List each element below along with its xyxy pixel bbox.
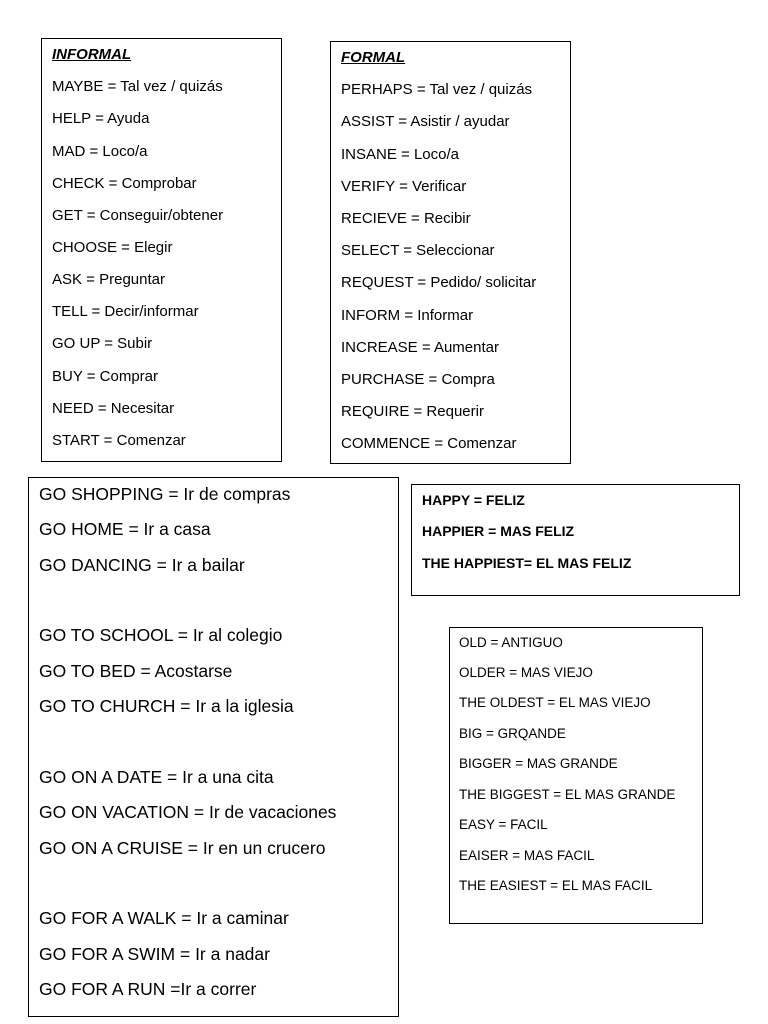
happy-item: HAPPY = FELIZ — [422, 492, 525, 508]
formal-item: ASSIST = Asistir / ayudar — [341, 113, 510, 130]
formal-item: PURCHASE = Compra — [341, 371, 495, 388]
informal-item: NEED = Necesitar — [52, 400, 175, 417]
go-phrase: GO FOR A SWIM = Ir a nadar — [39, 944, 270, 964]
informal-item: GO UP = Subir — [52, 335, 153, 352]
informal-item: BUY = Comprar — [52, 368, 159, 385]
informal-item: HELP = Ayuda — [52, 110, 150, 127]
informal-item: MAYBE = Tal vez / quizás — [52, 78, 223, 95]
formal-item: PERHAPS = Tal vez / quizás — [341, 81, 533, 98]
go-phrase: GO TO CHURCH = Ir a la iglesia — [39, 696, 294, 716]
informal-item: GET = Conseguir/obtener — [52, 207, 224, 224]
happy-item: HAPPIER = MAS FELIZ — [422, 523, 575, 539]
go-phrase: GO SHOPPING = Ir de compras — [39, 484, 291, 504]
comparative-item: EASY = FACIL — [459, 817, 548, 832]
comparatives-box — [449, 627, 703, 924]
informal-item: CHECK = Comprobar — [52, 175, 197, 192]
go-phrase: GO FOR A WALK = Ir a caminar — [39, 908, 289, 928]
comparative-item: EAISER = MAS FACIL — [459, 848, 595, 863]
formal-item: COMMENCE = Comenzar — [341, 435, 517, 452]
formal-item: INSANE = Loco/a — [341, 146, 459, 163]
comparative-item: BIGGER = MAS GRANDE — [459, 756, 618, 771]
informal-box — [41, 38, 282, 462]
go-phrase: GO FOR A RUN =Ir a correr — [39, 979, 257, 999]
formal-box — [330, 41, 571, 464]
informal-item: TELL = Decir/informar — [52, 303, 199, 320]
formal-item: SELECT = Seleccionar — [341, 242, 495, 259]
go-phrase: GO TO SCHOOL = Ir al colegio — [39, 625, 283, 645]
go-phrase: GO DANCING = Ir a bailar — [39, 555, 245, 575]
comparative-item: BIG = GRQANDE — [459, 726, 566, 741]
formal-item: REQUIRE = Requerir — [341, 403, 484, 420]
go-phrase: GO TO BED = Acostarse — [39, 661, 233, 681]
comparative-item: OLDER = MAS VIEJO — [459, 665, 593, 680]
informal-item: ASK = Preguntar — [52, 271, 165, 288]
formal-item: REQUEST = Pedido/ solicitar — [341, 274, 537, 291]
happy-box — [411, 484, 740, 596]
comparative-item: OLD = ANTIGUO — [459, 635, 563, 650]
comparative-item: THE EASIEST = EL MAS FACIL — [459, 878, 653, 893]
go-phrase: GO ON A DATE = Ir a una cita — [39, 767, 274, 787]
formal-item: VERIFY = Verificar — [341, 178, 467, 195]
informal-item: START = Comenzar — [52, 432, 186, 449]
formal-item: INFORM = Informar — [341, 307, 474, 324]
formal-item: INCREASE = Aumentar — [341, 339, 499, 356]
go-phrase: GO HOME = Ir a casa — [39, 519, 211, 539]
formal-heading: FORMAL — [341, 49, 406, 66]
comparative-item: THE OLDEST = EL MAS VIEJO — [459, 695, 651, 710]
informal-heading: INFORMAL — [52, 46, 132, 63]
formal-item: RECIEVE = Recibir — [341, 210, 471, 227]
go-phrase: GO ON VACATION = Ir de vacaciones — [39, 802, 337, 822]
comparative-item: THE BIGGEST = EL MAS GRANDE — [459, 787, 676, 802]
happy-item: THE HAPPIEST= EL MAS FELIZ — [422, 555, 632, 571]
go-phrase: GO ON A CRUISE = Ir en un crucero — [39, 838, 326, 858]
informal-item: CHOOSE = Elegir — [52, 239, 173, 256]
informal-item: MAD = Loco/a — [52, 143, 148, 160]
go-phrases-box — [28, 477, 399, 1017]
